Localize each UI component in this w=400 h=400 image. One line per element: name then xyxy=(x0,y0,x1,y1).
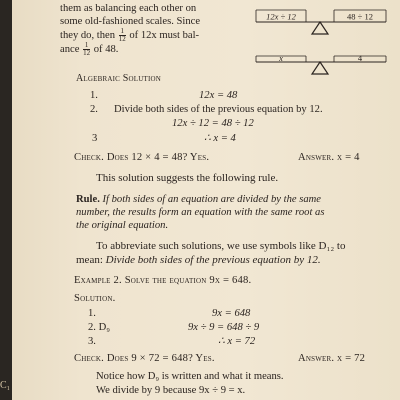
divide-text: We divide by 9 because 9x ÷ 9 = x. xyxy=(96,385,246,396)
fraction-one-twelfth: $\frac{1}{12}$ xyxy=(83,41,91,57)
intro-line-4: ance $\frac{1}{12}$ of 48. xyxy=(60,41,119,57)
suggest-text: This solution suggests the following rule. xyxy=(96,172,279,184)
scale-fulcrum-bottom xyxy=(312,62,328,74)
scale-bottom-right-label: 4 xyxy=(357,53,363,63)
scale-fulcrum-top xyxy=(312,22,328,34)
solution-label: Solution. xyxy=(74,293,116,304)
margin-mark: C₁ xyxy=(0,380,11,391)
step-2-text: Divide both sides of the previous equation by 12. xyxy=(114,104,323,115)
answer-line-2: Answer. x = 72 xyxy=(298,353,366,364)
rule-line-1: Rule. If both sides of an equation are divided by the same xyxy=(76,194,322,205)
answer-line-1: Answer. x = 4 xyxy=(298,152,360,163)
abbrev-line-1: To abbreviate such solutions, we use symbols like D₁₂ to xyxy=(96,240,346,252)
ex2-step-3-number: 3. xyxy=(88,336,96,347)
step-2-number: 2. xyxy=(90,104,98,115)
scale-bottom-left-label: x xyxy=(279,53,283,63)
example-2-heading: Example 2. Solve the equation 9x = 648. xyxy=(74,275,252,286)
step-1-number: 1. xyxy=(90,90,98,101)
scale-top-left-label: 12x ÷ 12 xyxy=(266,11,296,22)
check-line-1: Check. Does 12 × 4 = 48? Yes. xyxy=(74,152,210,163)
step-3-equation: ∴ x = 4 xyxy=(204,133,236,144)
check-line-2: Check. Does 9 × 72 = 648? Yes. xyxy=(74,353,215,364)
intro-line-1: them as balancing each other on xyxy=(60,3,197,14)
step-2-equation: 12x ÷ 12 = 48 ÷ 12 xyxy=(172,118,254,129)
rule-line-2: number, the results form an equation with the same root as xyxy=(76,207,325,218)
ex2-step-1-equation: 9x = 648 xyxy=(212,308,251,319)
balance-scales-diagram xyxy=(248,4,396,80)
fraction-one-twelfth: $\frac{1}{12}$ xyxy=(118,27,126,43)
algebraic-solution-heading: Algebraic Solution xyxy=(76,73,161,84)
ex2-step-3-equation: ∴ x = 72 xyxy=(218,336,256,347)
rule-label: Rule. xyxy=(76,194,100,205)
step-1-equation: 12x = 48 xyxy=(199,90,238,101)
notice-text: Notice how D₉ is written and what it means. xyxy=(96,371,284,382)
abbrev-line-2: mean: Divide both sides of the previous equation by 12. xyxy=(76,254,321,266)
ex2-step-2-number: 2. D₉ xyxy=(88,322,110,333)
book-page xyxy=(12,0,400,400)
ex2-step-2-equation: 9x ÷ 9 = 648 ÷ 9 xyxy=(188,322,260,333)
step-3-number: 3 xyxy=(92,133,98,144)
rule-line-3: the original equation. xyxy=(76,220,169,231)
intro-line-3: they do, then $\frac{1}{12}$ of 12x must bal- xyxy=(60,27,200,43)
ex2-step-1-number: 1. xyxy=(88,308,96,319)
scale-top-right-label: 48 ÷ 12 xyxy=(347,11,373,22)
intro-line-2: some old-fashioned scales. Since xyxy=(60,16,201,27)
